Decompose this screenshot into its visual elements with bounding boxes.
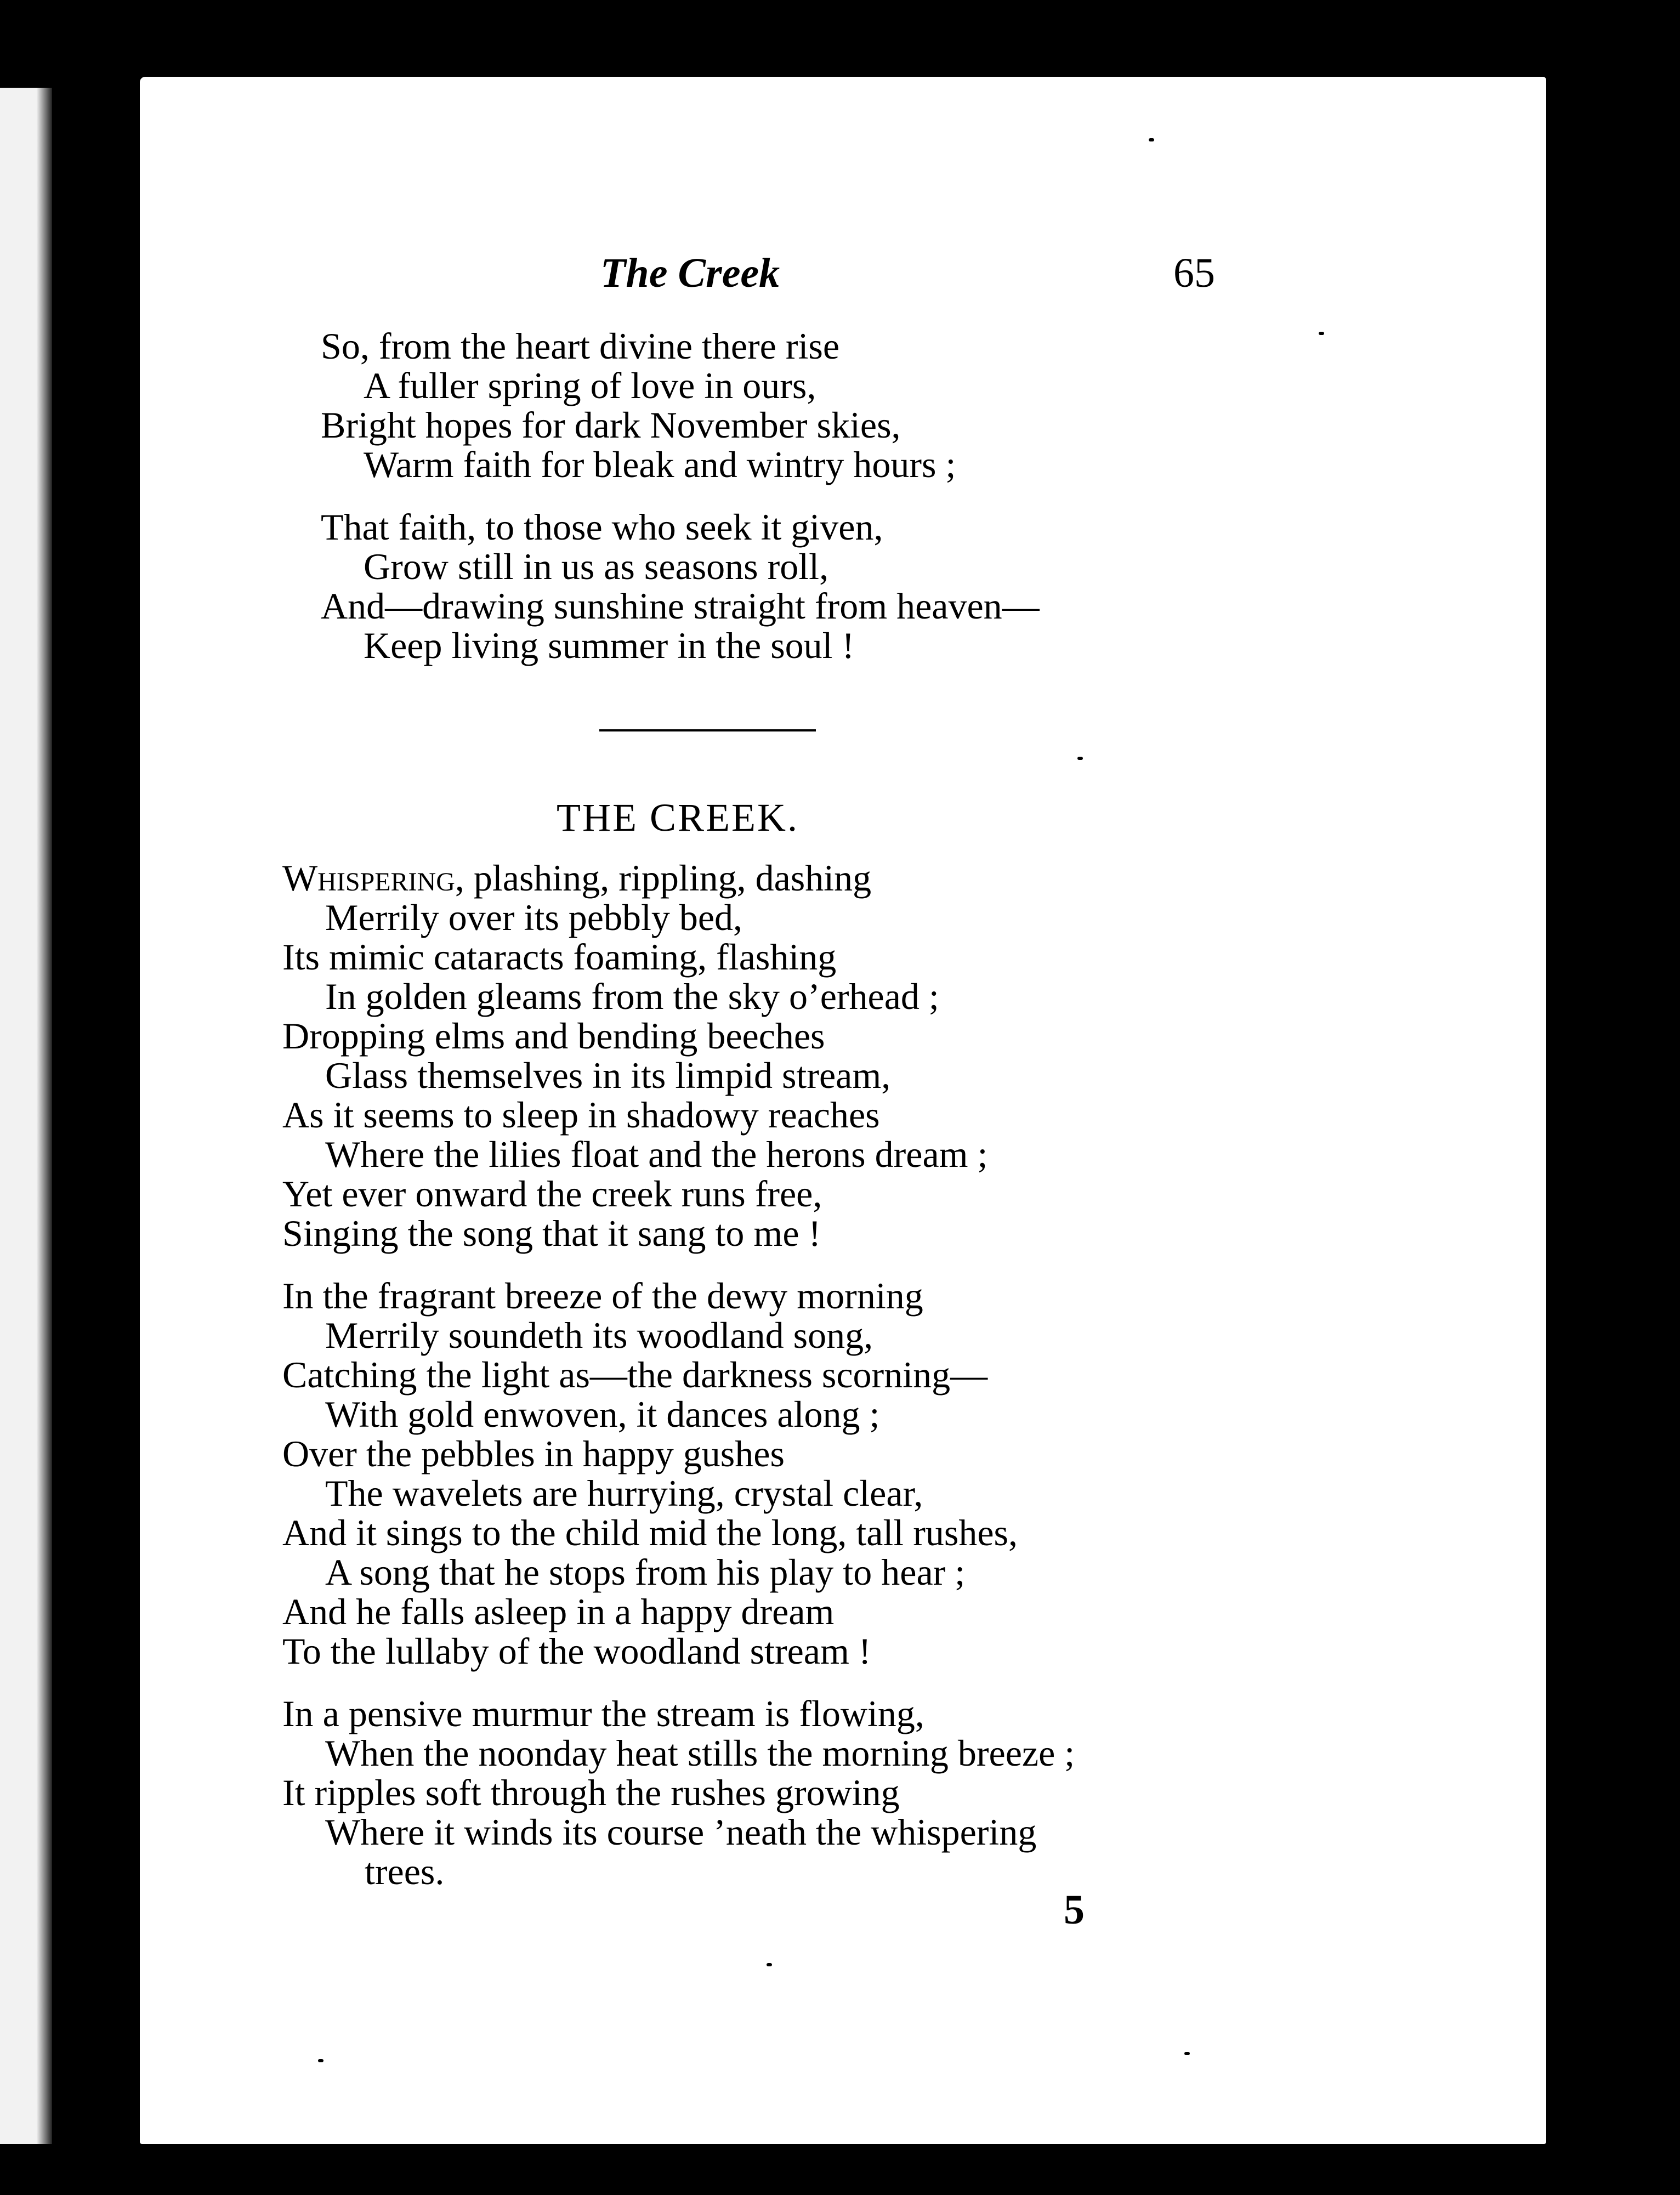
first-line-rest: , plashing, rippling, dashing xyxy=(455,857,872,899)
poem-first-line xyxy=(282,858,1075,898)
poem-line: As it seems to sleep in shadowy reaches xyxy=(282,1094,880,1136)
poem-line: In golden gleams from the sky o’erhead ; xyxy=(325,975,939,1017)
poem-line: Glass themselves in its limpid stream, xyxy=(325,1054,891,1096)
poem-body xyxy=(282,858,1075,1891)
running-title: The Creek xyxy=(600,250,780,296)
stanza-break xyxy=(282,1671,1075,1694)
poem-line: Warm faith for bleak and wintry hours ; xyxy=(364,444,956,485)
paper-speck xyxy=(767,1963,772,1966)
paper-speck xyxy=(1149,138,1154,141)
poem-line: A fuller spring of love in ours, xyxy=(364,365,816,406)
poem-line: A song that he stops from his play to hear ; xyxy=(325,1551,966,1593)
poem-title: THE CREEK. xyxy=(557,796,799,840)
poem-line: And he falls asleep in a happy dream xyxy=(282,1591,835,1632)
paper-speck xyxy=(1319,332,1324,335)
poem-line: Where the lilies float and the herons dream ; xyxy=(325,1133,988,1175)
poem-line: Where it winds its course ’neath the whispering xyxy=(325,1811,1037,1853)
poem-line: That faith, to those who seek it given, xyxy=(321,506,883,548)
section-divider xyxy=(599,729,816,731)
paper-speck xyxy=(318,2059,323,2062)
poem-line: Dropping elms and bending beeches xyxy=(282,1015,825,1057)
poem-line: To the lullaby of the woodland stream ! xyxy=(282,1630,871,1672)
poem-line: Merrily soundeth its woodland song, xyxy=(325,1314,873,1356)
poem-line: Bright hopes for dark November skies, xyxy=(321,404,901,446)
poem-line: Yet ever onward the creek runs free, xyxy=(282,1173,822,1215)
signature-mark: 5 xyxy=(1064,1887,1085,1933)
poem-line: And it sings to the child mid the long, tall rushes, xyxy=(282,1512,1018,1553)
paper-speck xyxy=(1077,757,1083,760)
poem-line: In the fragrant breeze of the dewy morning xyxy=(282,1275,923,1317)
paper-speck xyxy=(1184,2052,1190,2055)
poem-line: trees. xyxy=(365,1851,445,1892)
poem-line: Grow still in us as seasons roll, xyxy=(364,546,829,587)
poem-line: Singing the song that it sang to me ! xyxy=(282,1212,821,1254)
poem-line: With gold enwoven, it dances along ; xyxy=(325,1393,880,1435)
poem-line: When the noonday heat stills the morning breeze ; xyxy=(325,1732,1075,1774)
poem-line: Catching the light as—the darkness scorning— xyxy=(282,1354,988,1396)
stanza-break xyxy=(282,1253,1075,1276)
poem-line: Keep living summer in the soul ! xyxy=(364,625,855,666)
poem-line: The wavelets are hurrying, crystal clear, xyxy=(325,1472,923,1514)
previous-poem-ending xyxy=(321,326,1040,665)
poem-line: Over the pebbles in happy gushes xyxy=(282,1433,785,1474)
poem-line: Its mimic cataracts foaming, flashing xyxy=(282,936,837,978)
poem-line: Merrily over its pebbly bed, xyxy=(325,897,743,938)
poem-line: So, from the heart divine there rise xyxy=(321,325,840,367)
page-edge xyxy=(0,88,52,2144)
drop-word: Whispering xyxy=(282,857,455,899)
page-number: 65 xyxy=(1173,250,1215,296)
poem-line: In a pensive murmur the stream is flowing, xyxy=(282,1693,924,1734)
poem-line: It ripples soft through the rushes growing xyxy=(282,1772,900,1813)
stanza-break xyxy=(321,484,1040,507)
poem-line: And—drawing sunshine straight from heaven— xyxy=(321,585,1040,627)
